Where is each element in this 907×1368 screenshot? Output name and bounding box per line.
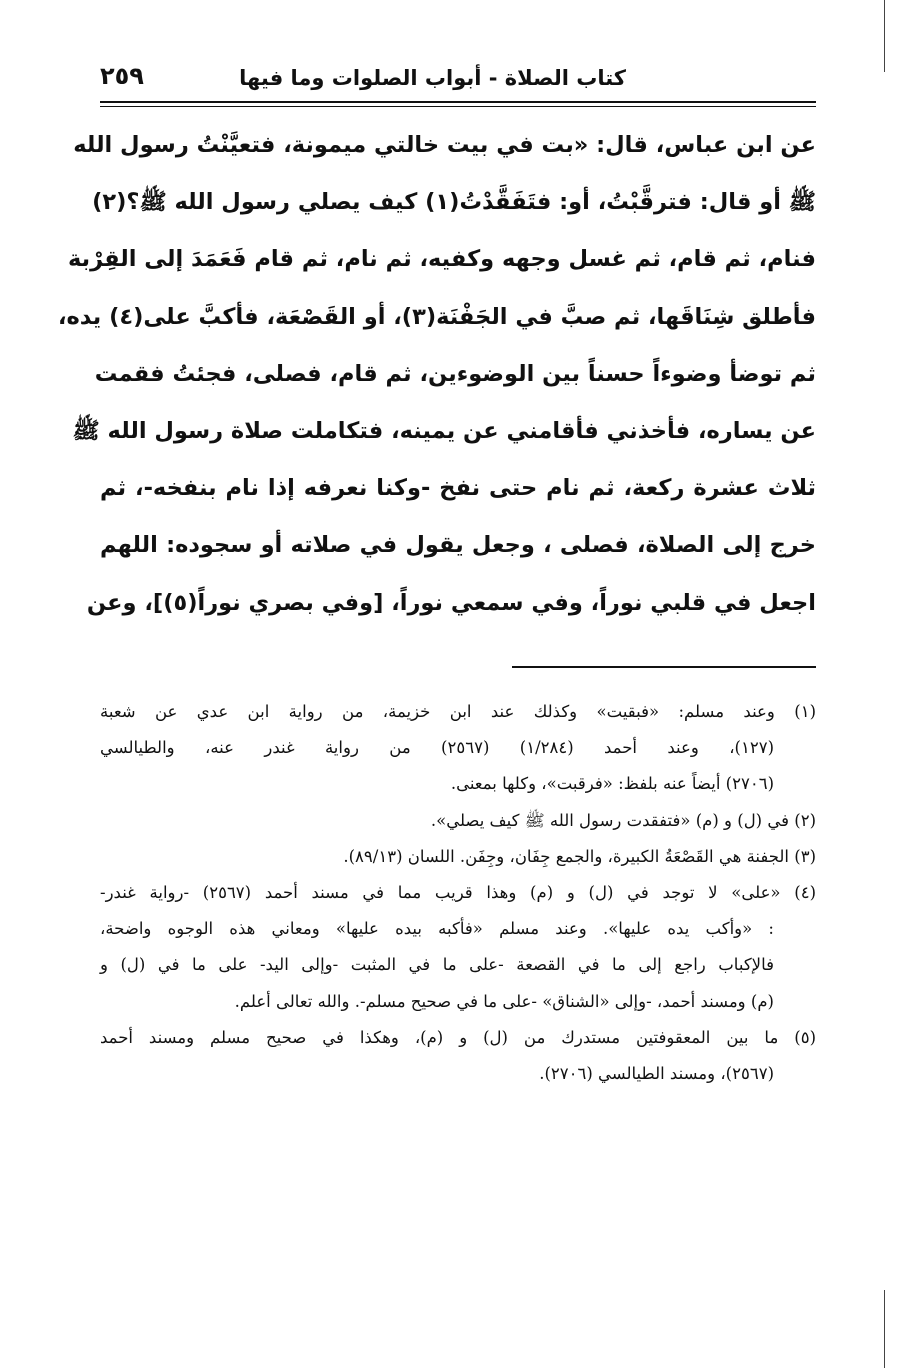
main-text-line: ثلاث عشرة ركعة، ثم نام حتى نفخ -وكنا نعرفه إذا نام بنفخه-، ثم — [100, 475, 816, 502]
footnote-4-line: فالإكباب راجع إلى ما في القصعة -على ما في المثبت -وإلى اليد- على ما في (ل) و — [100, 955, 774, 975]
footnote-5-line: (٢٥٦٧)، ومسند الطيالسي (٢٧٠٦). — [539, 1063, 774, 1083]
footnote-separator — [512, 666, 816, 668]
main-text — [57, 117, 816, 632]
footnote-4-line: : «وأكب يده عليها». وعند مسلم «فأكبه بيده عليها» ومعاني هذه الوجوه واضحة، — [100, 919, 774, 939]
main-text-line: عن ابن عباس، قال: «بت في بيت خالتي ميمونة، فتعيَّنْتُ رسول الله — [73, 132, 816, 158]
footnotes — [100, 694, 816, 1092]
footnote-2: (٢) في (ل) و (م) «فتفقدت رسول الله ﷺ كيف يصلي». — [430, 810, 816, 830]
footnote-1-line: (٢٧٠٦) أيضاً عنه بلفظ: «فرقبت»، وكلها بمعنى. — [450, 774, 774, 794]
running-header-title: كتاب الصلاة - أبواب الصلوات وما فيها — [239, 66, 626, 90]
footnote-3: (٣) الجفنة هي القَصْعَةُ الكبيرة، والجمع جِفَان، وجِفَن. اللسان (٨٩/١٣). — [343, 846, 816, 866]
main-text-line: ثم توضأ وضوءاً حسناً بين الوضوءين، ثم قام، فصلى، فجئتُ فقمت — [94, 360, 816, 387]
main-text-line: ﷺ أو قال: فترقَّبْتُ، أو: فتَفَقَّدْتُ(١) كيف يصلي رسول الله ﷺ؟(٢) — [92, 189, 816, 216]
crop-mark-bottom — [884, 1290, 885, 1368]
footnote-4-line: (م) ومسند أحمد، -وإلى «الشناق» -على ما في صحيح مسلم-. والله تعالى أعلم. — [234, 991, 774, 1011]
footnote-4-line: (٤) «على» لا توجد في (ل) و (م) وهذا قريب مما في مسند أحمد (٢٥٦٧) -رواية غندر- — [100, 882, 816, 902]
footnote-1-line: (١٢٧)، وعند أحمد (١/٢٨٤) (٢٥٦٧) من رواية غندر عنه، والطيالسي — [100, 738, 774, 758]
main-text-line: فنام، ثم قام، ثم غسل وجهه وكفيه، ثم نام، ثم قام فَعَمَدَ إلى القِرْبة — [67, 246, 816, 273]
main-text-line: عن يساره، فأخذني فأقامني عن يمينه، فتكاملت صلاة رسول الله ﷺ — [72, 417, 816, 444]
crop-mark-top — [884, 0, 885, 72]
footnote-1-line: (١) وعند مسلم: «فبقيت» وكذلك عند ابن خزيمة، من رواية ابن عدي عن شعبة — [100, 702, 816, 721]
page-number: ٢٥٩ — [100, 62, 144, 90]
main-text-line: خرج إلى الصلاة، فصلى ، وجعل يقول في صلاته أو سجوده: اللهم — [100, 532, 816, 559]
main-text-line: اجعل في قلبي نوراً، وفي سمعي نوراً، [وفي بصري نوراً(٥)]، وعن — [86, 589, 816, 616]
footnote-5-line: (٥) ما بين المعقوفتين مستدرك من (ل) و (م)، وهكذا في صحيح مسلم ومسند أحمد — [100, 1027, 816, 1047]
page-header — [100, 58, 816, 102]
header-rule — [100, 101, 816, 107]
main-text-line: فأطلق شِنَاقَها، ثم صبَّ في الجَفْنَة(٣)، أو القَصْعَة، فأكبَّ على(٤) يده، — [57, 303, 816, 330]
